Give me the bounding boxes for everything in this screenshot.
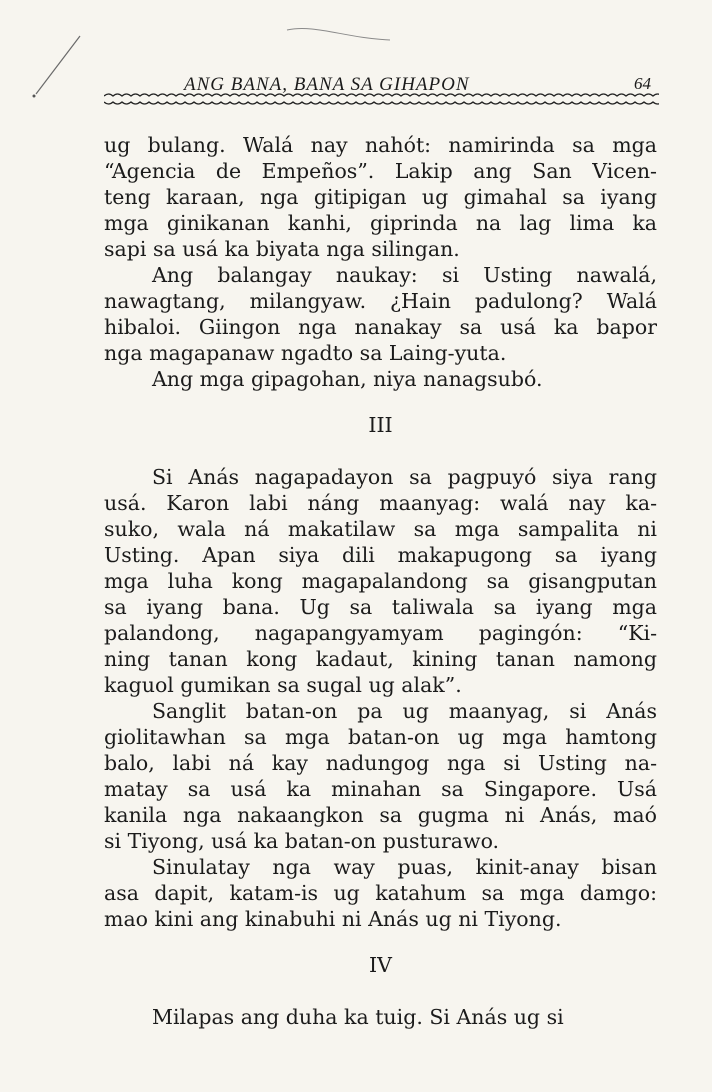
- text-line: kaguol gumikan sa sugal ug alak”.: [104, 673, 462, 697]
- pencil-stroke-mark: [28, 30, 88, 100]
- text-line: ning tanan kong kadaut, kining tanan namong: [104, 647, 657, 671]
- text-line: Milapas ang duha ka tuig. Si Anás ug si: [152, 1005, 564, 1029]
- paragraph: [104, 1004, 657, 1030]
- text-line: nga magapanaw ngadto sa Laing-yuta.: [104, 341, 507, 365]
- text-line: kanila nga nakaangkon sa gugma ni Anás, maó: [104, 803, 657, 827]
- paragraph: [104, 262, 657, 366]
- text-line: mao kini ang kinabuhi ni Anás ug ni Tiyong.: [104, 907, 562, 931]
- text-line: hibaloi. Giingon nga nanakay sa usá ka bapor: [104, 315, 657, 339]
- paragraph: [104, 132, 657, 262]
- text-line: nawagtang, milangyaw. ¿Hain padulong? Walá: [104, 289, 657, 313]
- paragraph: [104, 464, 657, 698]
- section-iv-paragraphs: [104, 1004, 657, 1030]
- text-line: mga luha kong magapalandong sa gisangputan: [104, 569, 657, 593]
- text-line: teng karaan, nga gitipigan ug gimahal sa iyang: [104, 185, 657, 209]
- text-line: ug bulang. Walá nay nahót: namirinda sa mga: [104, 133, 657, 157]
- pencil-squiggle-mark: [285, 22, 395, 46]
- text-line: Sanglit batan-on pa ug maanyag, si Anás: [152, 699, 657, 723]
- wavy-rule-divider: [104, 92, 659, 106]
- text-line: Sinulatay nga way puas, kinit-anay bisan: [152, 855, 657, 879]
- section-numeral-iv: IV: [369, 953, 392, 977]
- page-number: 64: [634, 74, 651, 93]
- text-line: “Agencia de Empeños”. Lakip ang San Vicen-: [104, 159, 657, 183]
- text-line: sa iyang bana. Ug sa taliwala sa iyang mga: [104, 595, 657, 619]
- text-line: Ang balangay naukay: si Usting nawalá,: [152, 263, 657, 287]
- text-line: giolitawhan sa mga batan-on ug mga hamtong: [104, 725, 657, 749]
- text-line: mga ginikanan kanhi, giprinda na lag lima ka: [104, 211, 657, 235]
- section-numeral-iii: III: [368, 413, 393, 437]
- page-header: [104, 74, 659, 106]
- text-line: Usting. Apan siya dili makapugong sa iyang: [104, 543, 657, 567]
- paragraph: [104, 854, 657, 932]
- text-line: si Tiyong, usá ka batan-on pusturawo.: [104, 829, 500, 853]
- text-line: suko, wala ná makatilaw sa mga sampalita ni: [104, 517, 657, 541]
- text-line: balo, labi ná kay nadungog nga si Usting na-: [104, 751, 657, 775]
- running-title: ANG BANA, BANA SA GIHAPON: [184, 74, 470, 95]
- text-line: Ang mga gipagohan, niya nanagsubó.: [152, 367, 543, 391]
- text-line: palandong, nagapangyamyam pagingón: “Ki-: [104, 621, 657, 645]
- paragraph: [104, 366, 657, 392]
- text-line: usá. Karon labi náng maanyag: walá nay ka-: [104, 491, 657, 515]
- paragraph: [104, 698, 657, 854]
- opening-paragraphs: [104, 132, 657, 392]
- text-line: sapi sa usá ka biyata nga silingan.: [104, 237, 460, 261]
- body-text: [104, 132, 657, 1030]
- text-line: Si Anás nagapadayon sa pagpuyó siya rang: [152, 465, 657, 489]
- text-line: asa dapit, katam-is ug katahum sa mga damgo:: [104, 881, 657, 905]
- text-line: matay sa usá ka minahan sa Singapore. Usá: [104, 777, 657, 801]
- section-iii-paragraphs: [104, 464, 657, 932]
